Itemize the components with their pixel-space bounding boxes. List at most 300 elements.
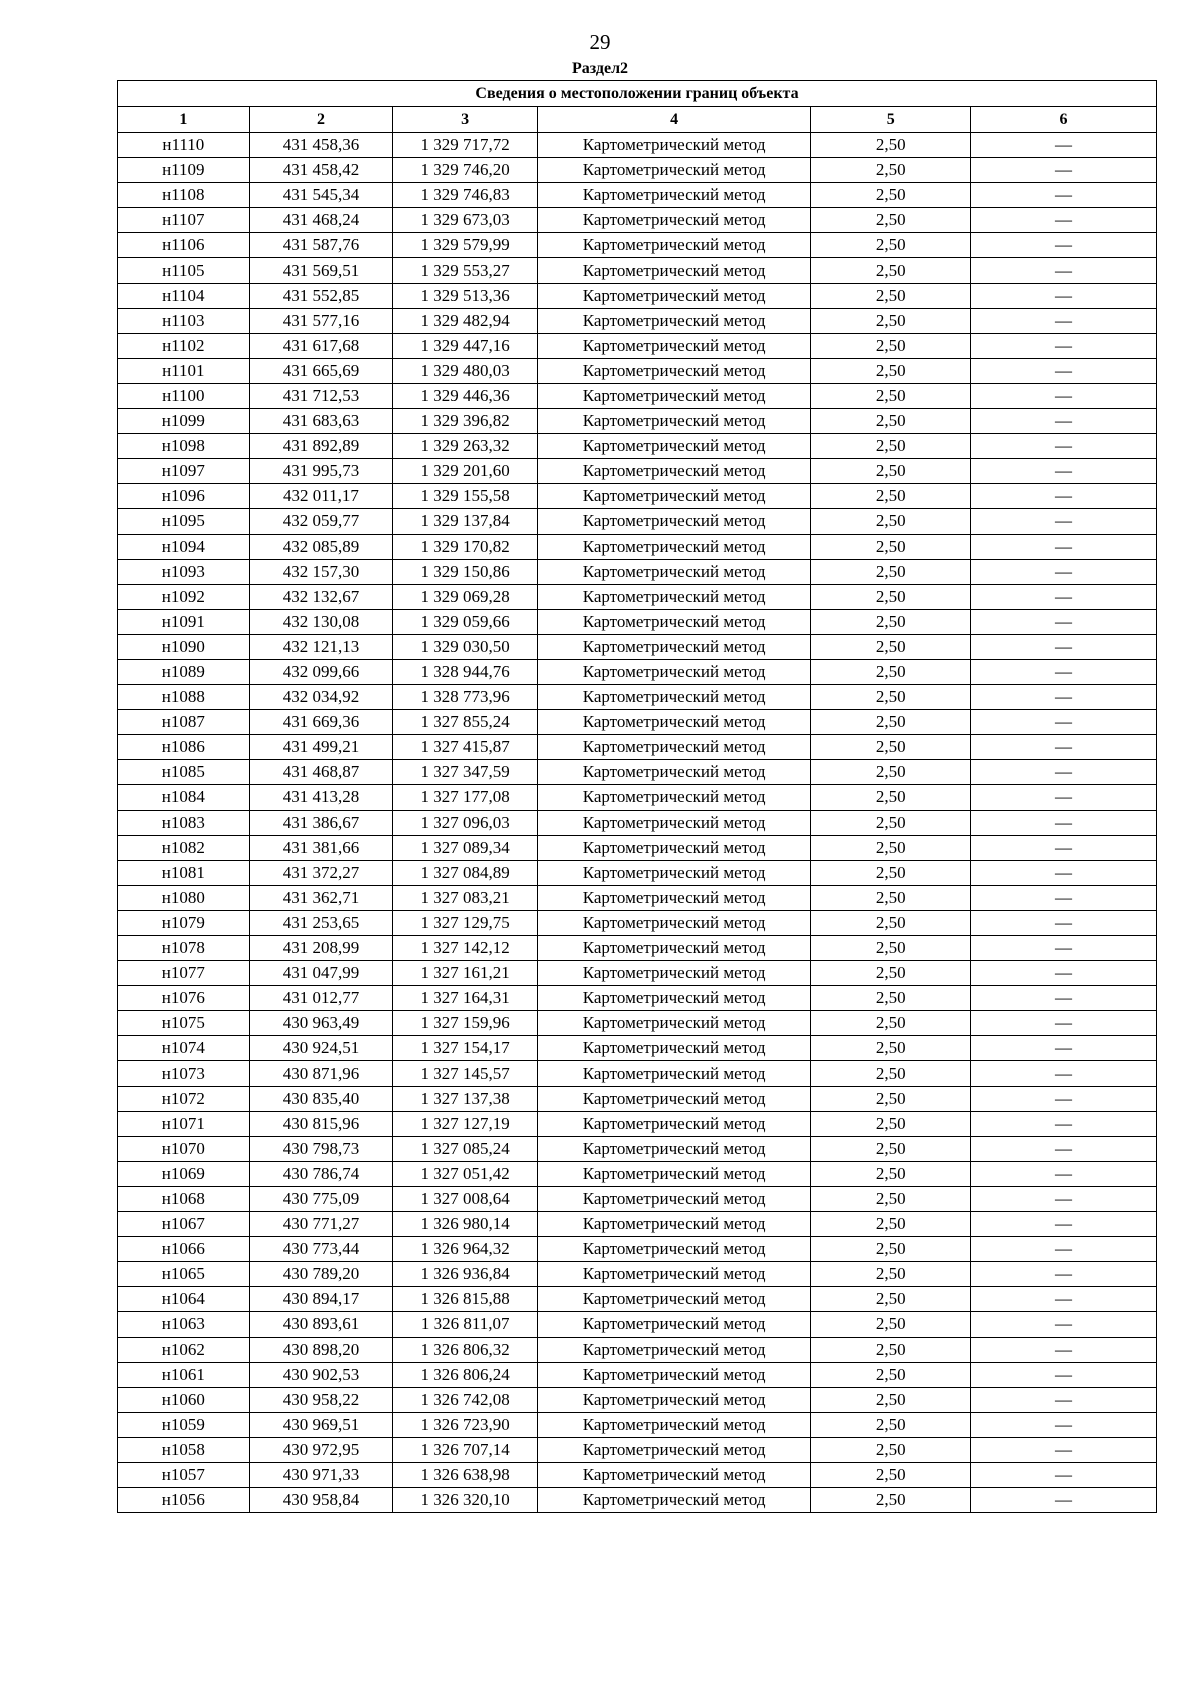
accuracy-cell: 2,50 — [811, 208, 971, 233]
y-coordinate-cell: 1 326 638,98 — [393, 1462, 538, 1487]
accuracy-cell: 2,50 — [811, 1412, 971, 1437]
table-row — [118, 936, 1157, 961]
method-cell: Картометрический метод — [538, 1488, 811, 1513]
x-coordinate-cell: 432 121,13 — [249, 634, 393, 659]
method-cell: Картометрический метод — [538, 634, 811, 659]
table-row — [118, 910, 1157, 935]
x-coordinate-cell: 430 786,74 — [249, 1161, 393, 1186]
page-number: 29 — [589, 30, 611, 54]
point-name-cell: н1102 — [118, 333, 250, 358]
note-cell: — — [971, 1212, 1157, 1237]
note-cell: — — [971, 1462, 1157, 1487]
table-row — [118, 609, 1157, 634]
y-coordinate-cell: 1 327 008,64 — [393, 1186, 538, 1211]
point-name-cell: н1064 — [118, 1287, 250, 1312]
point-name-cell: н1071 — [118, 1111, 250, 1136]
note-cell: — — [971, 1362, 1157, 1387]
method-cell: Картометрический метод — [538, 183, 811, 208]
method-cell: Картометрический метод — [538, 885, 811, 910]
point-name-cell: н1083 — [118, 810, 250, 835]
point-name-cell: н1103 — [118, 308, 250, 333]
x-coordinate-cell: 430 775,09 — [249, 1186, 393, 1211]
accuracy-cell: 2,50 — [811, 835, 971, 860]
accuracy-cell: 2,50 — [811, 1111, 971, 1136]
note-cell: — — [971, 409, 1157, 434]
method-cell: Картометрический метод — [538, 208, 811, 233]
point-name-cell: н1085 — [118, 760, 250, 785]
note-cell: — — [971, 1488, 1157, 1513]
note-cell: — — [971, 810, 1157, 835]
accuracy-cell: 2,50 — [811, 1312, 971, 1337]
note-cell: — — [971, 760, 1157, 785]
x-coordinate-cell: 432 132,67 — [249, 584, 393, 609]
accuracy-cell: 2,50 — [811, 1237, 971, 1262]
note-cell: — — [971, 133, 1157, 158]
point-name-cell: н1057 — [118, 1462, 250, 1487]
point-name-cell: н1101 — [118, 358, 250, 383]
note-cell: — — [971, 1337, 1157, 1362]
accuracy-cell: 2,50 — [811, 1262, 971, 1287]
method-cell: Картометрический метод — [538, 1136, 811, 1161]
x-coordinate-cell: 431 381,66 — [249, 835, 393, 860]
point-name-cell: н1108 — [118, 183, 250, 208]
y-coordinate-cell: 1 329 746,20 — [393, 158, 538, 183]
y-coordinate-cell: 1 327 154,17 — [393, 1036, 538, 1061]
point-name-cell: н1094 — [118, 534, 250, 559]
point-name-cell: н1104 — [118, 283, 250, 308]
x-coordinate-cell: 431 458,42 — [249, 158, 393, 183]
method-cell: Картометрический метод — [538, 1362, 811, 1387]
table-row — [118, 484, 1157, 509]
x-coordinate-cell: 432 059,77 — [249, 509, 393, 534]
accuracy-cell: 2,50 — [811, 735, 971, 760]
method-cell: Картометрический метод — [538, 785, 811, 810]
table-row — [118, 1061, 1157, 1086]
point-name-cell: н1080 — [118, 885, 250, 910]
method-cell: Картометрический метод — [538, 1312, 811, 1337]
table-caption: Сведения о местоположении границ объекта — [118, 81, 1157, 107]
y-coordinate-cell: 1 329 030,50 — [393, 634, 538, 659]
note-cell: — — [971, 659, 1157, 684]
method-cell: Картометрический метод — [538, 961, 811, 986]
method-cell: Картометрический метод — [538, 509, 811, 534]
column-header-4: 4 — [538, 107, 811, 133]
note-cell: — — [971, 358, 1157, 383]
note-cell: — — [971, 835, 1157, 860]
method-cell: Картометрический метод — [538, 1161, 811, 1186]
method-cell: Картометрический метод — [538, 1437, 811, 1462]
x-coordinate-cell: 431 995,73 — [249, 459, 393, 484]
accuracy-cell: 2,50 — [811, 559, 971, 584]
accuracy-cell: 2,50 — [811, 1136, 971, 1161]
table-row — [118, 1287, 1157, 1312]
x-coordinate-cell: 432 157,30 — [249, 559, 393, 584]
accuracy-cell: 2,50 — [811, 961, 971, 986]
point-name-cell: н1089 — [118, 659, 250, 684]
point-name-cell: н1070 — [118, 1136, 250, 1161]
table-row — [118, 208, 1157, 233]
table-row — [118, 685, 1157, 710]
accuracy-cell: 2,50 — [811, 158, 971, 183]
point-name-cell: н1105 — [118, 258, 250, 283]
table-row — [118, 1312, 1157, 1337]
method-cell: Картометрический метод — [538, 986, 811, 1011]
table-row — [118, 409, 1157, 434]
x-coordinate-cell: 430 969,51 — [249, 1412, 393, 1437]
x-coordinate-cell: 431 552,85 — [249, 283, 393, 308]
x-coordinate-cell: 431 569,51 — [249, 258, 393, 283]
method-cell: Картометрический метод — [538, 1061, 811, 1086]
column-header-5: 5 — [811, 107, 971, 133]
point-name-cell: н1088 — [118, 685, 250, 710]
y-coordinate-cell: 1 329 396,82 — [393, 409, 538, 434]
method-cell: Картометрический метод — [538, 910, 811, 935]
column-header-2: 2 — [249, 107, 393, 133]
table-row — [118, 885, 1157, 910]
y-coordinate-cell: 1 327 161,21 — [393, 961, 538, 986]
point-name-cell: н1069 — [118, 1161, 250, 1186]
accuracy-cell: 2,50 — [811, 233, 971, 258]
note-cell: — — [971, 685, 1157, 710]
note-cell: — — [971, 1086, 1157, 1111]
point-name-cell: н1060 — [118, 1387, 250, 1412]
y-coordinate-cell: 1 329 170,82 — [393, 534, 538, 559]
accuracy-cell: 2,50 — [811, 860, 971, 885]
y-coordinate-cell: 1 329 513,36 — [393, 283, 538, 308]
y-coordinate-cell: 1 329 579,99 — [393, 233, 538, 258]
table-row — [118, 1337, 1157, 1362]
accuracy-cell: 2,50 — [811, 1186, 971, 1211]
y-coordinate-cell: 1 327 083,21 — [393, 885, 538, 910]
point-name-cell: н1058 — [118, 1437, 250, 1462]
table-row — [118, 1186, 1157, 1211]
x-coordinate-cell: 432 085,89 — [249, 534, 393, 559]
note-cell: — — [971, 233, 1157, 258]
table-row — [118, 1161, 1157, 1186]
table-row — [118, 258, 1157, 283]
y-coordinate-cell: 1 327 051,42 — [393, 1161, 538, 1186]
note-cell: — — [971, 910, 1157, 935]
method-cell: Картометрический метод — [538, 158, 811, 183]
y-coordinate-cell: 1 329 069,28 — [393, 584, 538, 609]
y-coordinate-cell: 1 329 059,66 — [393, 609, 538, 634]
accuracy-cell: 2,50 — [811, 1488, 971, 1513]
note-cell: — — [971, 609, 1157, 634]
x-coordinate-cell: 430 898,20 — [249, 1337, 393, 1362]
y-coordinate-cell: 1 328 773,96 — [393, 685, 538, 710]
table-row — [118, 158, 1157, 183]
point-name-cell: н1096 — [118, 484, 250, 509]
x-coordinate-cell: 431 577,16 — [249, 308, 393, 333]
table-row — [118, 1362, 1157, 1387]
accuracy-cell: 2,50 — [811, 459, 971, 484]
accuracy-cell: 2,50 — [811, 1212, 971, 1237]
method-cell: Картометрический метод — [538, 1111, 811, 1136]
method-cell: Картометрический метод — [538, 409, 811, 434]
note-cell: — — [971, 785, 1157, 810]
x-coordinate-cell: 431 386,67 — [249, 810, 393, 835]
x-coordinate-cell: 432 034,92 — [249, 685, 393, 710]
accuracy-cell: 2,50 — [811, 409, 971, 434]
y-coordinate-cell: 1 326 811,07 — [393, 1312, 538, 1337]
y-coordinate-cell: 1 329 155,58 — [393, 484, 538, 509]
y-coordinate-cell: 1 329 673,03 — [393, 208, 538, 233]
x-coordinate-cell: 431 413,28 — [249, 785, 393, 810]
point-name-cell: н1081 — [118, 860, 250, 885]
note-cell: — — [971, 183, 1157, 208]
accuracy-cell: 2,50 — [811, 584, 971, 609]
note-cell: — — [971, 1237, 1157, 1262]
table-row — [118, 283, 1157, 308]
method-cell: Картометрический метод — [538, 1086, 811, 1111]
accuracy-cell: 2,50 — [811, 1337, 971, 1362]
y-coordinate-cell: 1 329 447,16 — [393, 333, 538, 358]
table-row — [118, 584, 1157, 609]
method-cell: Картометрический метод — [538, 860, 811, 885]
note-cell: — — [971, 1111, 1157, 1136]
y-coordinate-cell: 1 326 936,84 — [393, 1262, 538, 1287]
point-name-cell: н1100 — [118, 383, 250, 408]
table-row — [118, 1462, 1157, 1487]
table-caption-row — [118, 81, 1157, 107]
point-name-cell: н1084 — [118, 785, 250, 810]
accuracy-cell: 2,50 — [811, 1362, 971, 1387]
y-coordinate-cell: 1 326 980,14 — [393, 1212, 538, 1237]
note-cell: — — [971, 584, 1157, 609]
note-cell: — — [971, 333, 1157, 358]
point-name-cell: н1095 — [118, 509, 250, 534]
point-name-cell: н1056 — [118, 1488, 250, 1513]
table-row — [118, 1412, 1157, 1437]
section-title: Раздел2 — [571, 60, 629, 77]
y-coordinate-cell: 1 327 085,24 — [393, 1136, 538, 1161]
y-coordinate-cell: 1 329 263,32 — [393, 434, 538, 459]
accuracy-cell: 2,50 — [811, 133, 971, 158]
point-name-cell: н1061 — [118, 1362, 250, 1387]
accuracy-cell: 2,50 — [811, 358, 971, 383]
method-cell: Картометрический метод — [538, 358, 811, 383]
x-coordinate-cell: 430 972,95 — [249, 1437, 393, 1462]
accuracy-cell: 2,50 — [811, 1287, 971, 1312]
method-cell: Картометрический метод — [538, 810, 811, 835]
table-row — [118, 634, 1157, 659]
note-cell: — — [971, 860, 1157, 885]
point-name-cell: н1073 — [118, 1061, 250, 1086]
y-coordinate-cell: 1 329 446,36 — [393, 383, 538, 408]
note-cell: — — [971, 509, 1157, 534]
point-name-cell: н1072 — [118, 1086, 250, 1111]
point-name-cell: н1082 — [118, 835, 250, 860]
x-coordinate-cell: 430 771,27 — [249, 1212, 393, 1237]
accuracy-cell: 2,50 — [811, 509, 971, 534]
note-cell: — — [971, 1262, 1157, 1287]
column-header-1: 1 — [118, 107, 250, 133]
x-coordinate-cell: 431 669,36 — [249, 710, 393, 735]
x-coordinate-cell: 430 835,40 — [249, 1086, 393, 1111]
method-cell: Картометрический метод — [538, 333, 811, 358]
method-cell: Картометрический метод — [538, 1036, 811, 1061]
point-name-cell: н1086 — [118, 735, 250, 760]
point-name-cell: н1106 — [118, 233, 250, 258]
y-coordinate-cell: 1 326 806,24 — [393, 1362, 538, 1387]
note-cell: — — [971, 735, 1157, 760]
point-name-cell: н1075 — [118, 1011, 250, 1036]
table-row — [118, 559, 1157, 584]
note-cell: — — [971, 1287, 1157, 1312]
method-cell: Картометрический метод — [538, 1262, 811, 1287]
note-cell: — — [971, 534, 1157, 559]
y-coordinate-cell: 1 327 145,57 — [393, 1061, 538, 1086]
note-cell: — — [971, 1312, 1157, 1337]
y-coordinate-cell: 1 329 150,86 — [393, 559, 538, 584]
method-cell: Картометрический метод — [538, 559, 811, 584]
table-row — [118, 183, 1157, 208]
table-row — [118, 1011, 1157, 1036]
method-cell: Картометрический метод — [538, 1237, 811, 1262]
accuracy-cell: 2,50 — [811, 1036, 971, 1061]
accuracy-cell: 2,50 — [811, 1437, 971, 1462]
table-row — [118, 308, 1157, 333]
x-coordinate-cell: 430 773,44 — [249, 1237, 393, 1262]
table-row — [118, 986, 1157, 1011]
accuracy-cell: 2,50 — [811, 1061, 971, 1086]
x-coordinate-cell: 432 099,66 — [249, 659, 393, 684]
note-cell: — — [971, 936, 1157, 961]
y-coordinate-cell: 1 329 717,72 — [393, 133, 538, 158]
note-cell: — — [971, 1186, 1157, 1211]
table-row — [118, 785, 1157, 810]
method-cell: Картометрический метод — [538, 434, 811, 459]
point-name-cell: н1099 — [118, 409, 250, 434]
note-cell: — — [971, 484, 1157, 509]
method-cell: Картометрический метод — [538, 1011, 811, 1036]
note-cell: — — [971, 1136, 1157, 1161]
y-coordinate-cell: 1 327 855,24 — [393, 710, 538, 735]
method-cell: Картометрический метод — [538, 710, 811, 735]
accuracy-cell: 2,50 — [811, 283, 971, 308]
table-row — [118, 810, 1157, 835]
x-coordinate-cell: 431 253,65 — [249, 910, 393, 935]
method-cell: Картометрический метод — [538, 835, 811, 860]
point-name-cell: н1059 — [118, 1412, 250, 1437]
table-row — [118, 509, 1157, 534]
y-coordinate-cell: 1 327 127,19 — [393, 1111, 538, 1136]
table-body — [118, 133, 1157, 1513]
method-cell: Картометрический метод — [538, 609, 811, 634]
x-coordinate-cell: 430 958,22 — [249, 1387, 393, 1412]
x-coordinate-cell: 431 468,24 — [249, 208, 393, 233]
x-coordinate-cell: 430 798,73 — [249, 1136, 393, 1161]
table-row — [118, 358, 1157, 383]
method-cell: Картометрический метод — [538, 685, 811, 710]
table-row — [118, 434, 1157, 459]
boundary-coordinates-table — [117, 80, 1157, 1513]
y-coordinate-cell: 1 327 142,12 — [393, 936, 538, 961]
x-coordinate-cell: 432 130,08 — [249, 609, 393, 634]
x-coordinate-cell: 430 963,49 — [249, 1011, 393, 1036]
note-cell: — — [971, 208, 1157, 233]
table-row — [118, 133, 1157, 158]
accuracy-cell: 2,50 — [811, 659, 971, 684]
note-cell: — — [971, 1387, 1157, 1412]
table-row — [118, 961, 1157, 986]
point-name-cell: н1097 — [118, 459, 250, 484]
y-coordinate-cell: 1 327 129,75 — [393, 910, 538, 935]
table-row — [118, 1136, 1157, 1161]
x-coordinate-cell: 432 011,17 — [249, 484, 393, 509]
point-name-cell: н1077 — [118, 961, 250, 986]
point-name-cell: н1076 — [118, 986, 250, 1011]
table-row — [118, 1237, 1157, 1262]
table-row — [118, 333, 1157, 358]
table-row — [118, 534, 1157, 559]
accuracy-cell: 2,50 — [811, 910, 971, 935]
method-cell: Картометрический метод — [538, 1412, 811, 1437]
column-header-3: 3 — [393, 107, 538, 133]
table-row — [118, 1262, 1157, 1287]
point-name-cell: н1087 — [118, 710, 250, 735]
note-cell: — — [971, 986, 1157, 1011]
column-header-6: 6 — [971, 107, 1157, 133]
y-coordinate-cell: 1 329 137,84 — [393, 509, 538, 534]
table-row — [118, 459, 1157, 484]
note-cell: — — [971, 710, 1157, 735]
x-coordinate-cell: 431 468,87 — [249, 760, 393, 785]
note-cell: — — [971, 283, 1157, 308]
point-name-cell: н1062 — [118, 1337, 250, 1362]
point-name-cell: н1079 — [118, 910, 250, 935]
x-coordinate-cell: 431 545,34 — [249, 183, 393, 208]
y-coordinate-cell: 1 328 944,76 — [393, 659, 538, 684]
x-coordinate-cell: 430 871,96 — [249, 1061, 393, 1086]
note-cell: — — [971, 258, 1157, 283]
y-coordinate-cell: 1 327 177,08 — [393, 785, 538, 810]
method-cell: Картометрический метод — [538, 133, 811, 158]
method-cell: Картометрический метод — [538, 659, 811, 684]
method-cell: Картометрический метод — [538, 534, 811, 559]
note-cell: — — [971, 1011, 1157, 1036]
accuracy-cell: 2,50 — [811, 333, 971, 358]
method-cell: Картометрический метод — [538, 1387, 811, 1412]
method-cell: Картометрический метод — [538, 1287, 811, 1312]
accuracy-cell: 2,50 — [811, 1086, 971, 1111]
accuracy-cell: 2,50 — [811, 1161, 971, 1186]
point-name-cell: н1093 — [118, 559, 250, 584]
accuracy-cell: 2,50 — [811, 1462, 971, 1487]
x-coordinate-cell: 431 617,68 — [249, 333, 393, 358]
x-coordinate-cell: 430 789,20 — [249, 1262, 393, 1287]
note-cell: — — [971, 459, 1157, 484]
accuracy-cell: 2,50 — [811, 760, 971, 785]
x-coordinate-cell: 431 047,99 — [249, 961, 393, 986]
x-coordinate-cell: 431 458,36 — [249, 133, 393, 158]
y-coordinate-cell: 1 327 096,03 — [393, 810, 538, 835]
method-cell: Картометрический метод — [538, 1337, 811, 1362]
x-coordinate-cell: 430 893,61 — [249, 1312, 393, 1337]
x-coordinate-cell: 430 902,53 — [249, 1362, 393, 1387]
method-cell: Картометрический метод — [538, 459, 811, 484]
note-cell: — — [971, 885, 1157, 910]
table-row — [118, 383, 1157, 408]
point-name-cell: н1107 — [118, 208, 250, 233]
method-cell: Картометрический метод — [538, 936, 811, 961]
note-cell: — — [971, 634, 1157, 659]
accuracy-cell: 2,50 — [811, 534, 971, 559]
table-row — [118, 760, 1157, 785]
point-name-cell: н1078 — [118, 936, 250, 961]
table-row — [118, 233, 1157, 258]
y-coordinate-cell: 1 326 723,90 — [393, 1412, 538, 1437]
